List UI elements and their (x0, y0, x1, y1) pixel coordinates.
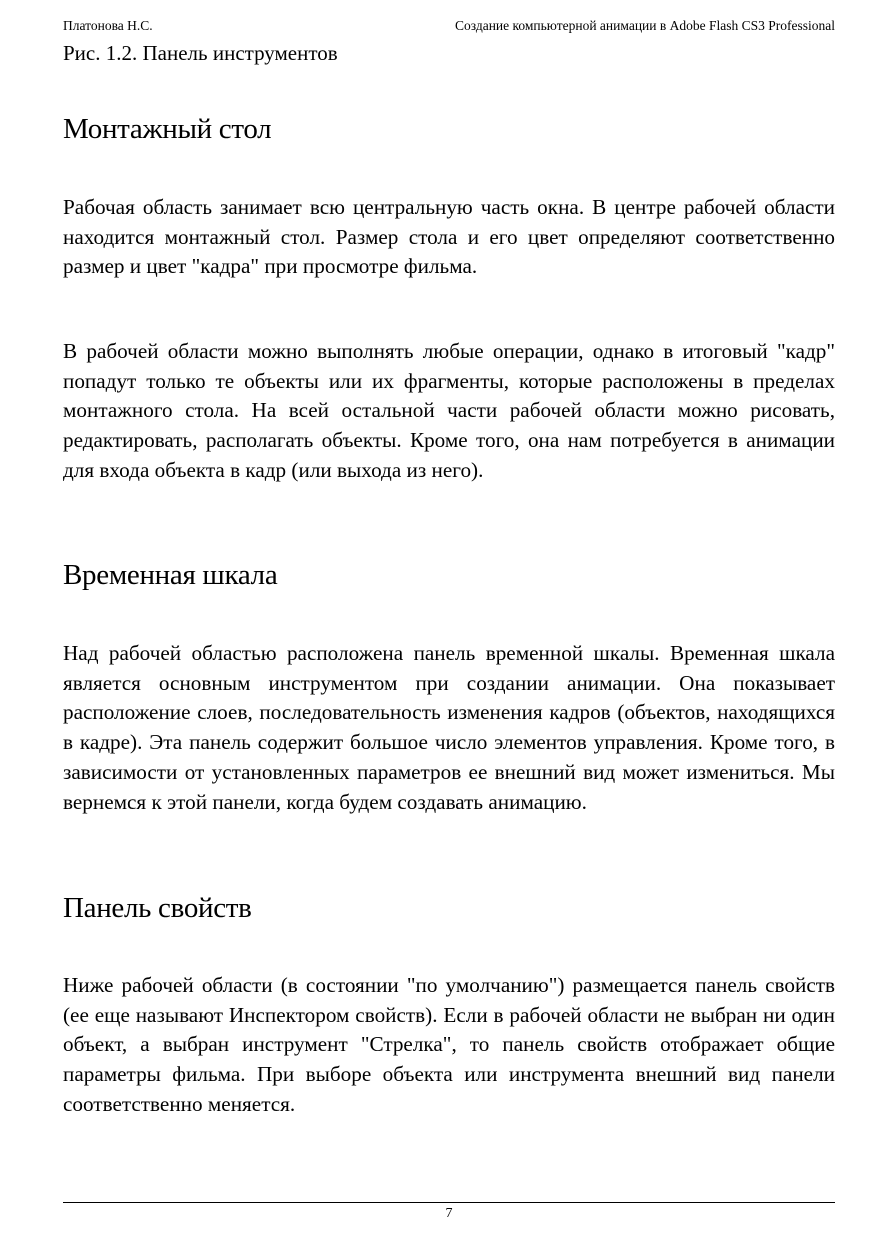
paragraph-stage-2: В рабочей области можно выполнять любые операции, однако в итоговый "кадр" попадут только те объекты или их фрагменты, которые расположены в пределах монтажного стола. На всей остальной части рабочей области можно рисовать, редактировать, располагать объекты. Кроме того, она нам потребуется в анимации для входа объекта в кадр (или выхода из него). (63, 339, 835, 482)
figure-caption: Рис. 1.2. Панель инструментов (63, 41, 338, 65)
header-book-title: Создание компьютерной анимации в Adobe Flash CS3 Professional (455, 18, 835, 33)
footer-divider (63, 1202, 835, 1203)
paragraph-stage-1: Рабочая область занимает всю центральную часть окна. В центре рабочей области находится монтажный стол. Размер стола и его цвет определяют соответственно размер и цвет "кадра" при просмотре фильма. (63, 195, 835, 279)
section-heading-timeline: Временная шкала (63, 559, 278, 591)
running-header (63, 16, 835, 36)
section-heading-stage: Монтажный стол (63, 113, 272, 145)
paragraph-properties-1: Ниже рабочей области (в состоянии "по умолчанию") размещается панель свойств (ее еще называют Инспектором свойств). Если в рабочей области не выбран ни один объект, а выбран инструмент "Стрелка", то панель свойств отображает общие параметры фильма. При выборе объекта или инструмента внешний вид панели соответственно меняется. (63, 973, 835, 1116)
section-heading-properties: Панель свойств (63, 892, 252, 924)
page-number: 7 (445, 1206, 453, 1221)
header-author: Платонова Н.С. (63, 18, 153, 33)
document-page (63, 0, 835, 1241)
paragraph-timeline-1: Над рабочей областью расположена панель временной шкалы. Временная шкала является основным инструментом при создании анимации. Она показывает расположение слоев, последовательность изменения кадров (объектов, находящихся в кадре). Эта панель содержит большое число элементов управления. Кроме того, в зависимости от установленных параметров ее внешний вид может измениться. Мы вернемся к этой панели, когда будем создавать анимацию. (63, 641, 835, 814)
